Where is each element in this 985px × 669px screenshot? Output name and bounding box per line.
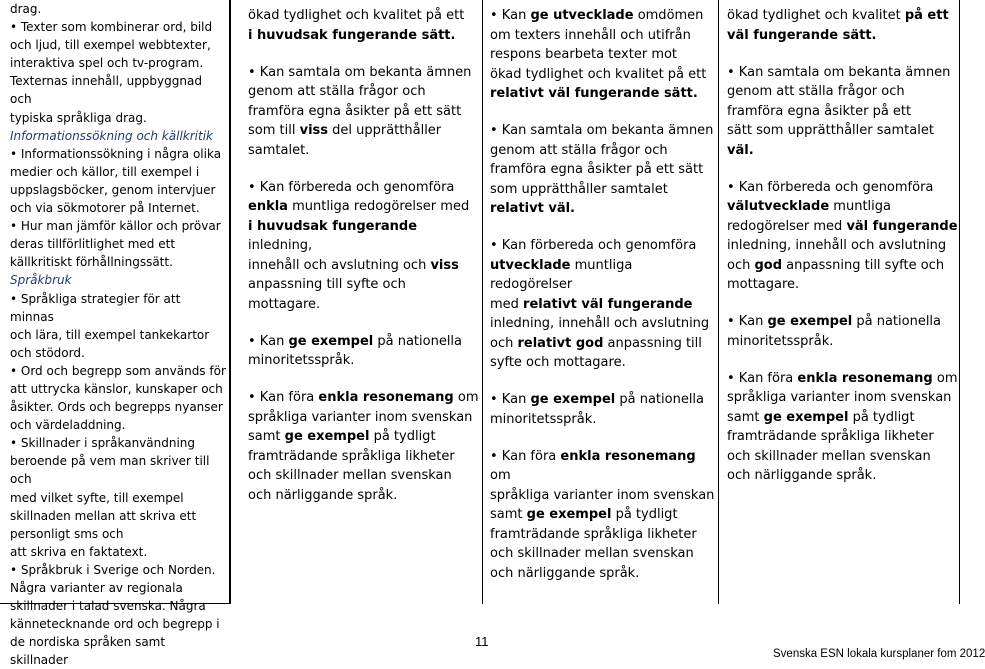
grade-a-oral-presentation: • Kan förbereda och genomföra välutvecklade muntliga redogörelser med väl fungerande inledning, innehåll och avslutning och god anpassning till syfte och mottagare.: [727, 179, 958, 292]
central-content-line: typiska språkliga drag.: [10, 110, 147, 125]
central-content-line: drag.: [10, 2, 42, 16]
central-content-line: Texternas innehåll, uppbyggnad och: [10, 74, 202, 107]
grade-e-language-variants: • Kan föra enkla resonemang om språkliga varianter inom svenskan samt ge exempel på tydligt framträdande språkliga likheter och skillnader mellan svenskan och närliggande språk.: [248, 390, 479, 503]
central-content-line: att skriva en faktatext.: [10, 544, 148, 559]
central-content-line: personligt sms och: [10, 526, 124, 541]
grade-c-conversation: • Kan samtala om bekanta ämnen genom att ställa frågor och framföra egna åsikter på ett sätt som upprätthåller samtalet relativt väl.: [490, 123, 714, 216]
grade-a-text-response: ökad tydlighet och kvalitet på ett väl fungerande sätt.: [727, 8, 949, 43]
central-content-line: källkritiskt förhållningssätt.: [10, 255, 173, 270]
footer-source: Svenska ESN lokala kursplaner fom 2012: [773, 648, 985, 660]
central-content-line: och stödord.: [10, 345, 85, 360]
central-content-line: • Texter som kombinerar ord, bild: [10, 20, 213, 35]
central-content-line: • Ord och begrepp som används för: [10, 363, 226, 378]
central-content-line: medier och källor, till exempel i: [10, 164, 200, 179]
central-content-line: åsikter. Ords och begrepps nyanser: [10, 400, 223, 415]
grade-e-minority-languages: • Kan ge exempel på nationella minoritetsspråk.: [248, 333, 463, 368]
central-content-line: • Språkliga strategier för att minnas: [10, 291, 181, 324]
central-content-line: Språkbruk: [10, 273, 72, 288]
grade-c-column: [482, 0, 718, 601]
grade-c-minority-languages: • Kan ge exempel på nationella minoritetsspråk.: [490, 392, 705, 427]
central-content-line: med vilket syfte, till exempel: [10, 490, 184, 505]
grade-e-conversation: • Kan samtala om bekanta ämnen genom att ställa frågor och framföra egna åsikter på ett sätt som till viss del upprätthåller samtalet.: [248, 64, 472, 158]
central-content-line: deras tillförlitlighet med ett: [10, 237, 176, 252]
central-content-line: • Språkbruk i Sverige och Norden.: [10, 562, 216, 577]
central-content-line: • Skillnader i språkanvändning: [10, 436, 196, 451]
central-content-column: [0, 0, 230, 668]
grade-e-text-response: ökad tydlighet och kvalitet på ett i huvudsak fungerande sätt.: [248, 8, 465, 43]
central-content-line: interaktiva spel och tv-program.: [10, 56, 204, 71]
page-number: 11: [475, 634, 489, 649]
central-content-line: och lära, till exempel tankekartor: [10, 327, 210, 342]
central-content-line: kännetecknande ord och begrepp i: [10, 617, 220, 632]
central-content-line: skillnaden mellan att skriva ett: [10, 508, 197, 523]
central-content-line: de nordiska språken samt skillnader: [10, 635, 166, 668]
central-content-line: uppslagsböcker, genom intervjuer: [10, 182, 216, 197]
central-content-line: • Informationssökning i några olika: [10, 146, 222, 161]
grade-a-language-variants: • Kan föra enkla resonemang om språkliga varianter inom svenskan samt ge exempel på tydligt framträdande språkliga likheter och skillnader mellan svenskan och närliggande språk.: [727, 370, 958, 483]
central-content-line: att uttrycka känslor, kunskaper och: [10, 381, 223, 396]
central-content-text: [0, 0, 229, 669]
grade-a-column: [718, 0, 960, 503]
central-content-line: • Hur man jämför källor och prövar: [10, 219, 221, 234]
central-content-line: och ljud, till exempel webbtexter,: [10, 38, 211, 53]
grade-a-conversation: • Kan samtala om bekanta ämnen genom att ställa frågor och framföra egna åsikter på ett sätt som upprätthåller samtalet väl.: [727, 64, 951, 158]
grade-e-column: [230, 0, 482, 523]
grade-a-minority-languages: • Kan ge exempel på nationella minoritetsspråk.: [727, 314, 942, 349]
grade-c-language-variants: • Kan föra enkla resonemang om språkliga varianter inom svenskan samt ge exempel på tydligt framträdande språkliga likheter och skillnader mellan svenskan och närliggande språk.: [490, 448, 715, 581]
central-content-line: skillnader i talad svenska. Några: [10, 599, 206, 614]
central-content-line: Informationssökning och källkritik: [10, 128, 213, 143]
grade-e-oral-presentation: • Kan förbereda och genomföra enkla muntliga redogörelser med i huvudsak fungerande inledning, innehåll och avslutning och viss anpassning till syfte och mottagare.: [248, 179, 470, 312]
grade-c-text-response: • Kan ge utvecklade omdömen om texters innehåll och utifrån respons bearbeta texter mot ökad tydlighet och kvalitet på ett relativt väl fungerande sätt.: [490, 8, 707, 101]
central-content-line: Några varianter av regionala: [10, 581, 183, 595]
central-content-line: och via sökmotorer på Internet.: [10, 201, 200, 216]
central-content-line: beroende på vem man skriver till och: [10, 454, 210, 487]
central-content-line: och värdeladdning.: [10, 418, 126, 433]
grade-c-oral-presentation: • Kan förbereda och genomföra utvecklade muntliga redogörelser med relativt väl fungerande inledning, innehåll och avslutning och relativt god anpassning till syfte och mottagare.: [490, 238, 710, 370]
